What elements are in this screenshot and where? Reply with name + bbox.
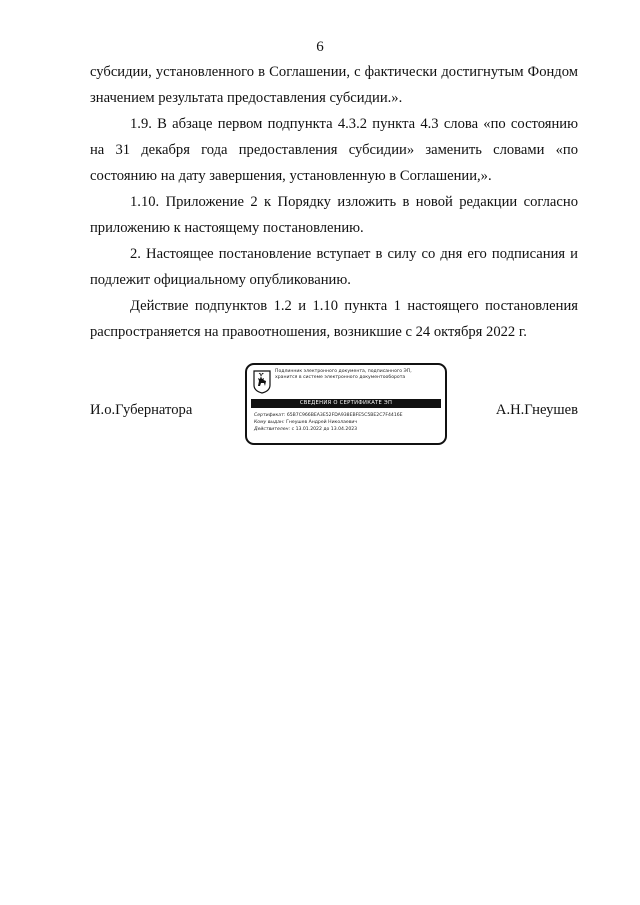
certificate-value: 65B7C966BEA3E52FDA938EBFE5C5BE2C7F4416E: [286, 413, 403, 418]
document-body: [90, 59, 578, 345]
stamp-title-bar: СВЕДЕНИЯ О СЕРТИФИКАТЕ ЭП: [251, 399, 441, 408]
electronic-signature-stamp: [245, 363, 447, 445]
validity-row: [254, 426, 444, 433]
paragraph-3: 1.10. Приложение 2 к Порядку изложить в новой редакции согласно приложению к настоящему постановлению.: [90, 194, 578, 236]
stamp-certificate-details: [254, 412, 444, 433]
paragraph-2: 1.9. В абзаце первом подпункта 4.3.2 пункта 4.3 слова «по состоянию на 31 декабря года предоставления субсидии» заменить словами «по состоянию на дату завершения, установленную в Соглашении,».: [90, 116, 578, 184]
issued-to-value: Гнеушев Андрей Николаевич: [286, 420, 358, 425]
paragraph-4: 2. Настоящее постановление вступает в силу со дня его подписания и подлежит официальному опубликованию.: [90, 246, 578, 288]
validity-value: с 13.01.2022 до 13.04.2023: [291, 427, 358, 432]
certificate-row: [254, 412, 444, 419]
stamp-header-line-1: Подлинник электронного документа, подписанного ЭП,: [275, 369, 412, 374]
issued-to-row: [254, 419, 444, 426]
issued-to-label: Кому выдан:: [254, 420, 285, 425]
validity-label: Действителен:: [254, 427, 291, 432]
signatory-position: И.о.Губернатора: [90, 402, 193, 418]
certificate-label: Сертификат:: [254, 413, 286, 418]
page-number: 6: [316, 39, 324, 55]
paragraph-5: Действие подпунктов 1.2 и 1.10 пункта 1 настоящего постановления распространяется на правоотношения, возникшие с 24 октября 2022 г.: [90, 298, 578, 340]
stamp-header: [275, 369, 443, 381]
paragraph-1: субсидии, установленного в Соглашении, с фактически достигнутым Фондом значением результата предоставления субсидии.».: [90, 64, 578, 106]
signatory-name: А.Н.Гнеушев: [495, 402, 578, 418]
nizhny-novgorod-deer-emblem-icon: [253, 370, 271, 394]
stamp-header-line-2: хранится в системе электронного документооборота: [275, 375, 406, 380]
